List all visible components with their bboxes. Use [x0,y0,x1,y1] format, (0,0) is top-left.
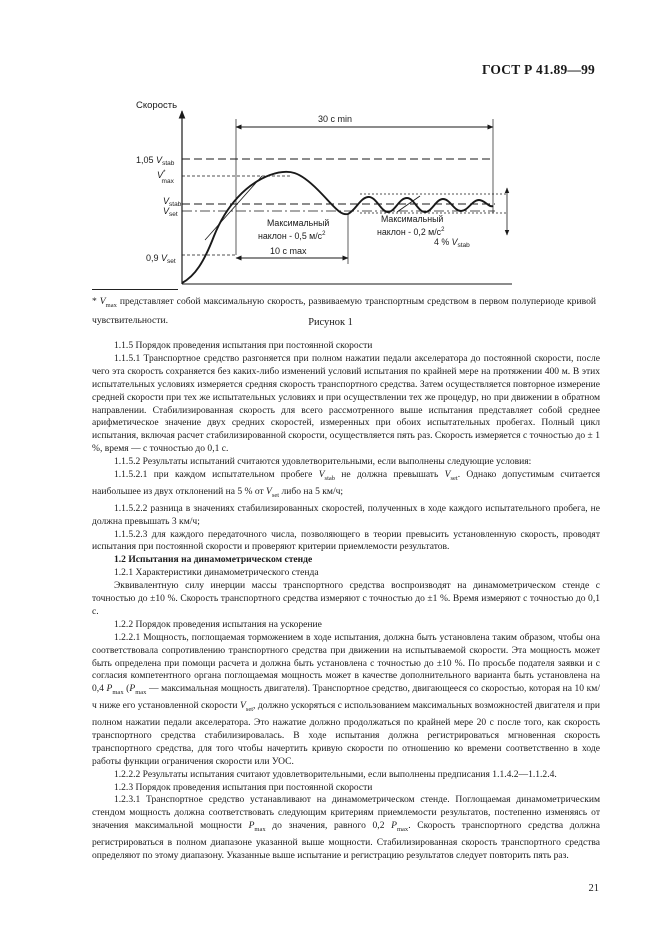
label-vmax: V* max [157,169,174,185]
label-09vset: 0,9 $V_{set}$ [146,253,176,265]
slope-05-tangent [205,176,262,240]
paragraph-1-1-5-2-1: 1.1.5.2.1 при каждом испытательном пробеге $V_{stab}$ не должна превышать $V_{set}$. Однако допустимым считается наибольшее из двух отклонений на 5 % от $V_{set}$ либо на 5 км/ч; [92,469,600,499]
slope-02-label-line1: Максимальный [381,214,444,224]
figure-caption: Рисунок 1 [308,317,353,328]
speed-time-figure [0,0,661,290]
paragraph-1-1-5-2-3: 1.1.5.2.3 для каждого передаточного числа, позволяющего в теории превысить установленную скорость, проводят испытания при постоянной скорости и проверяют критерии приемлемости результатов. [92,528,600,553]
footnote-separator [92,289,178,290]
y-axis-label: Скорость [136,100,178,111]
paragraph-1-1-5-1: 1.1.5.1 Транспортное средство разгоняется при полном нажатии педали акселератора до постоянной скорости, после чего эта скорость сохраняется без каких-либо изменений условий испытания по крайней мере на протяжении 400 м. В этих испытательных условиях измеряется средняя скорость транспортного средства. Затем осуществляется повторное измерение средней скорости при тех же испытательных условиях и при осуществлении тех же процедур, но при движении в обратном направлении. Стабилизированная скорость для всего рассмотренного выше испытания представляет собой среднее арифметическое значение двух средних скоростей, измеренных при обоих испытательных пробегах. Полный цикл испытания, включая расчет стабилизированной скорости, осуществляется пять раз. Скорость измеряется с точностью до ± 1 %, время — с точностью до 0,1 с. [92,352,600,455]
paragraph-1-2-2-2: 1.2.2.2 Результаты испытания считают удовлетворительными, если выполнены предписания 1.1.4.2—1.1.2.4. [114,768,557,780]
footnote: * $V_{max}$ представляет собой максимальную скорость, развиваемую транспортным средством в первом полупериоде кривой чувствительности. [92,296,597,326]
slope-05-label-line1: Максимальный [267,218,330,228]
paragraph-1-2-2-1: 1.2.2.1 Мощность, поглощаемая торможением в ходе испытания, должна быть установлена таким образом, чтобы она соответствовала сопротивлению транспортного средства при движении на испытываемой скорости. Эта мощность может быть определена при помощи расчета и должна быть установлена с точностью до ±10 %. По просьбе подателя заявки и с согласия компетентного органа поглощаемая мощность может в качестве дополнительного варианта быть установлена на 0,4 $P_{max}$ ($P_{max}$ — максимальная мощность двигателя). Транспортное средство, двигающееся со скоростью, которая на 10 км/ч ниже его установленной скорости $V_{set}$, должно ускоряться с использованием максимальных возможностей двигателя и при полном нажатии педали акселератора. Это нажатие должно продолжаться по крайней мере 20 с после того, как скорость транспортного средства стабилизировалась. В ходе испытания должна регистрироваться мгновенная скорость транспортного средства, для того чтобы начертить кривую скорости по отношению ко времени соответственно в ходе работы функции ограничения скорости или УОС. [92,631,600,767]
speed-curve [182,172,493,283]
duration-30s-label: 30 с min [318,114,353,124]
paragraph-1-2-2: 1.2.2 Порядок проведения испытания на ускорение [114,618,322,630]
paragraph-1-2-3: 1.2.3 Порядок проведения испытания при постоянной скорости [114,781,373,793]
paragraph-1-1-5-2-2: 1.1.5.2.2 разница в значениях стабилизированных скоростей, полученных в ходе каждого испытательного пробега, не должна превышать 3 км/ч; [92,502,600,527]
section-heading-1-2: 1.2 Испытания на динамометрическом стенде [114,554,313,566]
paragraph-1-2-3-1: 1.2.3.1 Транспортное средство устанавливают на динамометрическом стенде. Поглощаемая динамометрическим стендом мощность должна соответствовать следующим критериям приемлемости результатов, постепенно изменяясь от значения максимальной мощности $P_{max}$ до значения, равного 0,2 $P_{max}$. Скорость транспортного средства должна регистрироваться в полном диапазоне указанной выше мощности. Стабилизированная скорость транспортного средства определяют по этому диапазону. Указанные выше испытание и регистрацию результатов следует повторить пять раз. [92,794,600,861]
duration-10s-label: 10 с max [270,246,307,256]
paragraph-inertia: Эквивалентную силу инерции массы транспортного средства воспроизводят на динамометрическом стенде с точностью до ±10 %. Скорость транспортного средства измеряют с точностью до ±1 %. Время измеряют с точностью до 0,1 с. [92,580,600,617]
slope-02-label-line2: наклон - 0,2 $м/с^2$ [377,227,445,237]
label-vset: $V_{set}$ [163,206,178,218]
label-105vstab: 1,05 $V_{stab}$ [136,155,175,167]
document-code: ГОСТ Р 41.89—99 [481,62,595,77]
paragraph-1-1-5-2: 1.1.5.2 Результаты испытаний считаются удовлетворительными, если выполнены следующие условия: [114,456,532,468]
document-body [92,340,600,863]
paragraph-1-2-1: 1.2.1 Характеристики динамометрического стенда [114,567,319,579]
paragraph-1-1-5: 1.1.5 Порядок проведения испытания при постоянной скорости [114,340,373,351]
page-number: 21 [588,883,599,894]
tolerance-label: 4 % $V_{stab}$ [434,237,470,249]
label-vstab: $V_{stab}$ [163,196,182,208]
slope-05-label-line2: наклон - 0,5 $м/с^2$ [258,231,326,241]
